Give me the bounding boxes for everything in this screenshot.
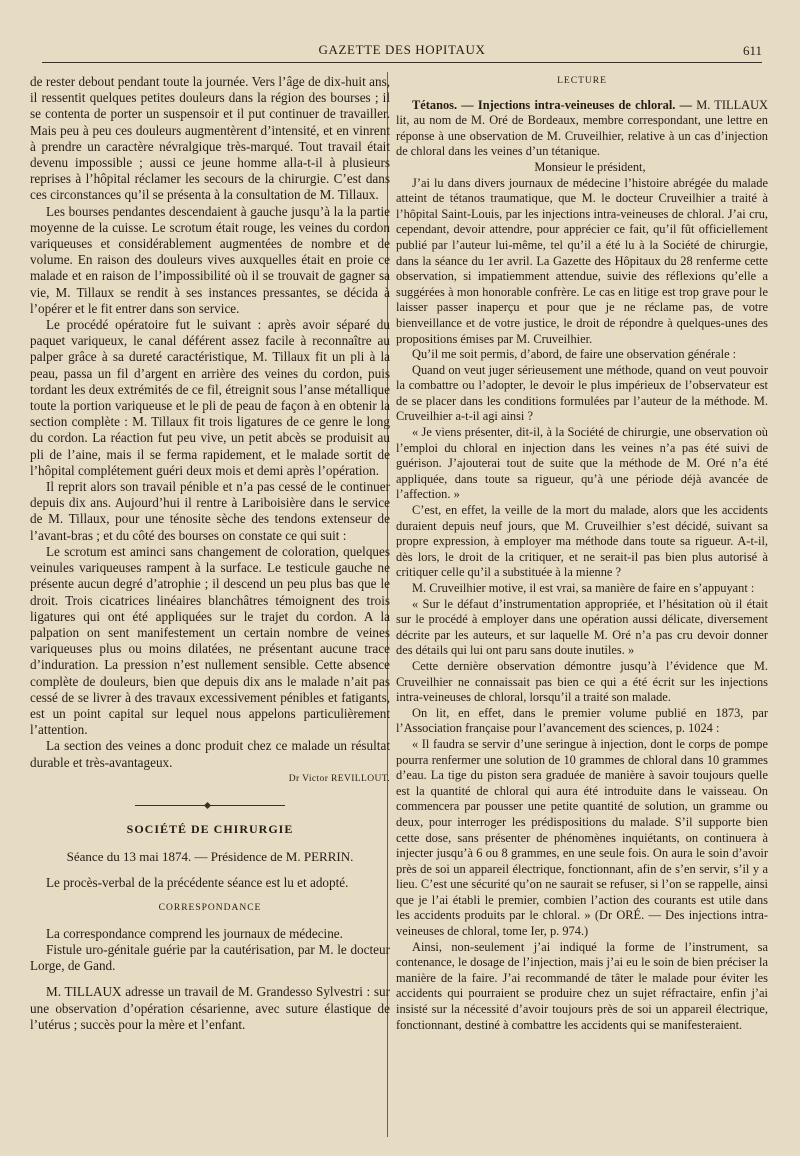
paragraph: « Il faudra se servir d’une seringue à injection, dont le corps de pompe pourra renfermer une solution de 10 grammes de chloral dans 10 grammes d’eau. La tige du piston sera graduée de manière à savoir toujours quelle est la quantité de chloral qui aura été introduite dans le vaisseau. On commencera par pousser une petite quantité de solution, un gramme ou deux, pour interroger les prédispositions du malade. S’il supporte bien cette dose, sans présenter de phénomènes inquiétants, on continuera à injecter jusqu’à 6 ou 8 grammes, en une seule fois. On aura le soin d’avoir près de soi un appareil électrique, fonctionnant, afin de s’en servir, s’il y a lieu. C’est une sécurité qu’on ne saurait se refuser, si l’on se rappelle, ainsi que je l’ai établi le premier, combien l’action des courants est utile dans les accidents produits par le chloral. » (Dr ORÉ. — Des injections intra-veineuses de chloral, tome Ier, p. 974.): [396, 736, 768, 939]
paragraph: Le procédé opératoire fut le suivant : après avoir séparé du paquet variqueux, le canal déférent assez facile à reconnaître au palper grâce à sa dureté caractéristique, M. Tillaux fit un pli à la peau, passa un fil d’argent en arrière des veines du cordon, puis tordant les deux extrémités de ce fil, étreignit sous l’anse métallique toute la portion variqueuse et le pli de peau de façon à en obtenir la section complète : M. Tillaux fit trois ligatures de ce genre le long du cordon. La réaction fut peu vive, un petit abcès se produisit au pli de l’aine, mais il se ferma rapidement, et le malade sortit de l’hôpital complétement guéri deux mois et demi après l’opération.: [30, 317, 390, 478]
paragraph: On lit, en effet, dans le premier volume publié en 1873, par l’Association française pour l’avancement des sciences, p. 1024 :: [396, 705, 768, 736]
proces-verbal: Le procès-verbal de la précédente séance est lu et adopté.: [46, 875, 349, 891]
paragraph: Cette dernière observation démontre jusqu’à l’évidence que M. Cruveilhier ne connaissait pas bien ce qui a été écrit sur les injections intra-veineuses de chloral, lorsqu’il a traité son malade.: [396, 658, 768, 705]
correspondance-item: La correspondance comprend les journaux de médecine.: [46, 925, 343, 941]
section-divider: [30, 797, 390, 815]
journal-title: GAZETTE DES HOPITAUX: [318, 42, 486, 57]
paragraph: J’ai lu dans divers journaux de médecine l’histoire abrégée du malade atteint de tétanos traumatique, que M. le docteur Cruveilhier a traité à l’hôpital Saint-Louis, par les injections intra-veineuses de chloral. J’ai cru, cependant, devoir attendre, pour apprécier ce fait, qu’il fût officiellement publié par l’auteur lui-même, tel qu’il a été lu à la Société de chirurgie, dans la séance du 1er avril. La Gazette des Hôpitaux du 28 renferme cette observation, si impatiemment attendue, suivie des réflexions qu’elle a suggérées à mon honorable confrère. Le cas en litige est trop grave pour le laisser passer inaperçu et pour que je ne réclame pas, de votre bienveillance et de votre justice, le droit de répondre à quelques-unes des propositions émises par M. Cruveilhier.: [396, 175, 768, 346]
author-signature: Dr Victor REVILLOUT.: [288, 773, 390, 784]
lecture-intro: M. TILLAUX lit, au nom de M. Oré de Bordeaux, membre correspondant, une lettre en réponse à une observation de M. Cruveilhier, relative à un cas d’injection de chloral dans les veines d’un tétanique.: [396, 97, 768, 159]
correspondance-item: M. TILLAUX adresse un travail de M. Grandesso Sylvestri : sur une observation d’opération césarienne, avec suture élastique de l’utérus ; succès pour la mère et l’enfant.: [30, 984, 390, 1032]
running-header: [42, 40, 762, 63]
paragraph: Qu’il me soit permis, d’abord, de faire une observation générale :: [412, 347, 737, 362]
paragraph: Quand on veut juger sérieusement une méthode, quand on veut pouvoir la combattre ou l’adopter, le devoir le plus impérieux de l’observateur est de se placer dans les conditions formulées par l’auteur de la méthode. M. Cruveilhier a-t-il agi ainsi ?: [396, 362, 768, 424]
left-column: [30, 74, 390, 1033]
paragraph: « Sur le défaut d’instrumentation appropriée, et l’hésitation où il était sur le procédé à employer dans une opération aussi délicate, diversement décrite par les auteurs, et sur laquelle M. Oré n’a pas cru devoir donner des détails qui lui ont paru sans doute inutiles. »: [396, 596, 768, 658]
paragraph: Il reprit alors son travail pénible et n’a pas cessé de le continuer depuis dix ans. Aujourd’hui il rentre à Lariboisière dans le service de M. Tillaux, pour une ténosite sèche des tendons extenseur de l’avant-bras ; et du côté des bourses on constate ce qui suit :: [30, 479, 390, 543]
seance-line: Séance du 13 mai 1874. — Présidence de M. PERRIN.: [66, 849, 354, 865]
paragraph: Les bourses pendantes descendaient à gauche jusqu’à la la partie moyenne de la cuisse. Le scrotum était rouge, les veines du cordon variqueuses et considérablement augmentées de nombre et de volume. En raison des douleurs vives auxquelles était en proie ce malade et en raison de l’impossibilité où il se trouvait de gagner sa vie, M. Tillaux se rendit à ses instances pressantes, se décida à l’opérer et le fit entrer dans son service.: [30, 203, 390, 316]
paragraph: de rester debout pendant toute la journée. Vers l’âge de dix-huit ans, il ressentit quelques petites douleurs dans la région des bourses ; il se contenta de porter un suspensoir et il put continuer de travailler. Mais peu à peu ces douleurs augmentèrent d’intensité, et en vinrent à prendre un caractère névralgique très-marqué. Tout travail était devenu impossible ; aussi ce jeune homme alla-t-il à plusieurs reprises à l’hôpital réclamer les secours de la chirurgie. C’est dans ces circonstances qu’il se présenta à la consultation de M. Tillaux.: [30, 74, 390, 203]
right-column: [396, 74, 768, 1033]
salutation: Monsieur le président,: [534, 159, 646, 174]
correspondance-item: Fistule uro-génitale guérie par la cautérisation, par M. le docteur Lorge, de Gand.: [30, 941, 390, 974]
paragraph: Le scrotum est aminci sans changement de coloration, quelques veinules variqueuses rampent à la surface. Le testicule gauche ne présente aucun degré d’atrophie ; il descend un peu plus bas que le droit. Trois cicatrices linéaires blanchâtres témoignent des trois ligatures qui ont été appliquées sur le trajet du cordon. A la palpation on sent manifestement un certain nombre de veines variqueuses plus ou moins dilatées, ne présentant aucune trace d’induration. La pression n’est nullement sensible. Cette absence complète de douleurs, bien que depuis dix ans le malade n’ait pas cessé de se livrer à des travaux excessivement pénibles et fatigants, est un point capital sur lequel nous appelons particulièrement l’attention.: [30, 543, 390, 738]
paragraph: Ainsi, non-seulement j’ai indiqué la forme de l’instrument, sa contenance, le dosage de l’injection, mais j’ai eu le soin de bien préciser la manière de la faire. J’ai recommandé de tâter le malade pour éviter les accidents qui pourraient se produire chez un sujet réfractaire, enfin j’ai insisté sur la nécessité d’avoir toujours près de soi un appareil électrique, fonctionnant, destiné à combattre les accidents qui se manifesteraient.: [396, 939, 768, 1032]
page-number: 611: [742, 43, 762, 58]
lecture-topic: Tétanos. — Injections intra-veineuses de chloral. —: [412, 97, 692, 112]
correspondance-heading: CORRESPONDANCE: [158, 902, 262, 913]
paragraph: La section des veines a donc produit chez ce malade un résultat durable et très-avantageux.: [30, 738, 390, 770]
lecture-lead: [396, 98, 768, 160]
paragraph: « Je viens présenter, dit-il, à la Société de chirurgie, une observation où l’emploi du chloral en injection dans les veines n’a pas été suivi de guérison. J’ajouterai tout de suite que la méthode de M. Oré n’a été appliquée, dans toute sa rigueur, qu’à une période déjà avancée de l’affection. »: [396, 425, 768, 502]
lecture-heading: LECTURE: [557, 76, 607, 86]
paragraph: M. Cruveilhier motive, il est vrai, sa manière de faire en s’appuyant :: [412, 581, 755, 595]
section-title: SOCIÉTÉ DE CHIRURGIE: [126, 821, 294, 836]
paragraph: C’est, en effet, la veille de la mort du malade, alors que les accidents duraient depuis neuf jours, que M. Cruveilhier s’est décidé, suivant sa propre expression, à employer ma méthode dans toute sa rigueur. A-t-il, dès lors, le droit de la critiquer, et ne serait-il pas bien plus autorisé à critiquer celle qu’il a substituée à la mienne ?: [396, 503, 768, 580]
